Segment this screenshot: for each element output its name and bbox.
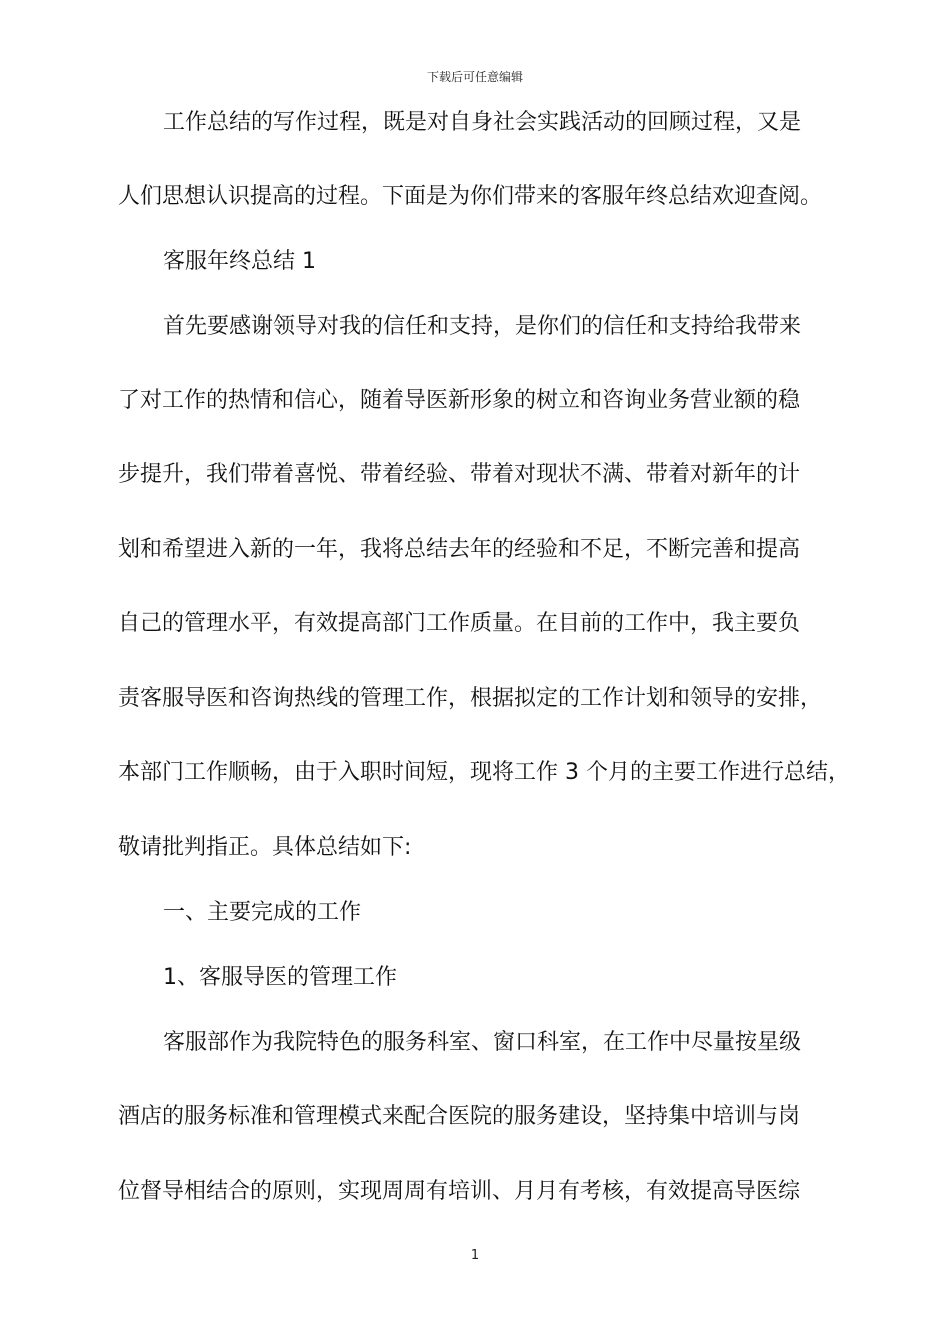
- paragraph-line: 本部门工作顺畅，由于入职时间短，现将工作 3 个月的主要工作进行总结，: [118, 760, 850, 785]
- header-note: 下载后可任意编辑: [426, 70, 523, 84]
- paragraph-line: 责客服导医和咨询热线的管理工作，根据拟定的工作计划和领导的安排，: [118, 686, 823, 711]
- paragraph-line: 酒店的服务标准和管理模式来配合医院的服务建设，坚持集中培训与岗: [118, 1104, 801, 1129]
- paragraph-line: 位督导相结合的原则，实现周周有培训、月月有考核，有效提高导医综: [118, 1179, 801, 1204]
- paragraph-line: 人们思想认识提高的过程。下面是为你们带来的客服年终总结欢迎查阅。: [118, 184, 823, 209]
- page-number: 1: [470, 1248, 480, 1263]
- paragraph-line: 工作总结的写作过程，既是对自身社会实践活动的回顾过程，又是: [163, 110, 802, 135]
- paragraph-line: 了对工作的热情和信心，随着导医新形象的树立和咨询业务营业额的稳: [118, 388, 801, 413]
- subsection-heading: 1、客服导医的管理工作: [163, 965, 397, 990]
- paragraph-line: 客服部作为我院特色的服务科室、窗口科室，在工作中尽量按星级: [163, 1030, 802, 1055]
- section-heading: 一、主要完成的工作: [163, 900, 362, 925]
- section-heading: 客服年终总结 1: [163, 249, 316, 274]
- paragraph-line: 划和希望进入新的一年，我将总结去年的经验和不足，不断完善和提高: [118, 537, 801, 562]
- paragraph-line: 敬请批判指正。具体总结如下:: [118, 835, 412, 860]
- paragraph-line: 首先要感谢领导对我的信任和支持，是你们的信任和支持给我带来: [163, 314, 802, 339]
- paragraph-line: 步提升，我们带着喜悦、带着经验、带着对现状不满、带着对新年的计: [118, 462, 801, 487]
- paragraph-line: 自己的管理水平，有效提高部门工作质量。在目前的工作中，我主要负: [118, 611, 801, 636]
